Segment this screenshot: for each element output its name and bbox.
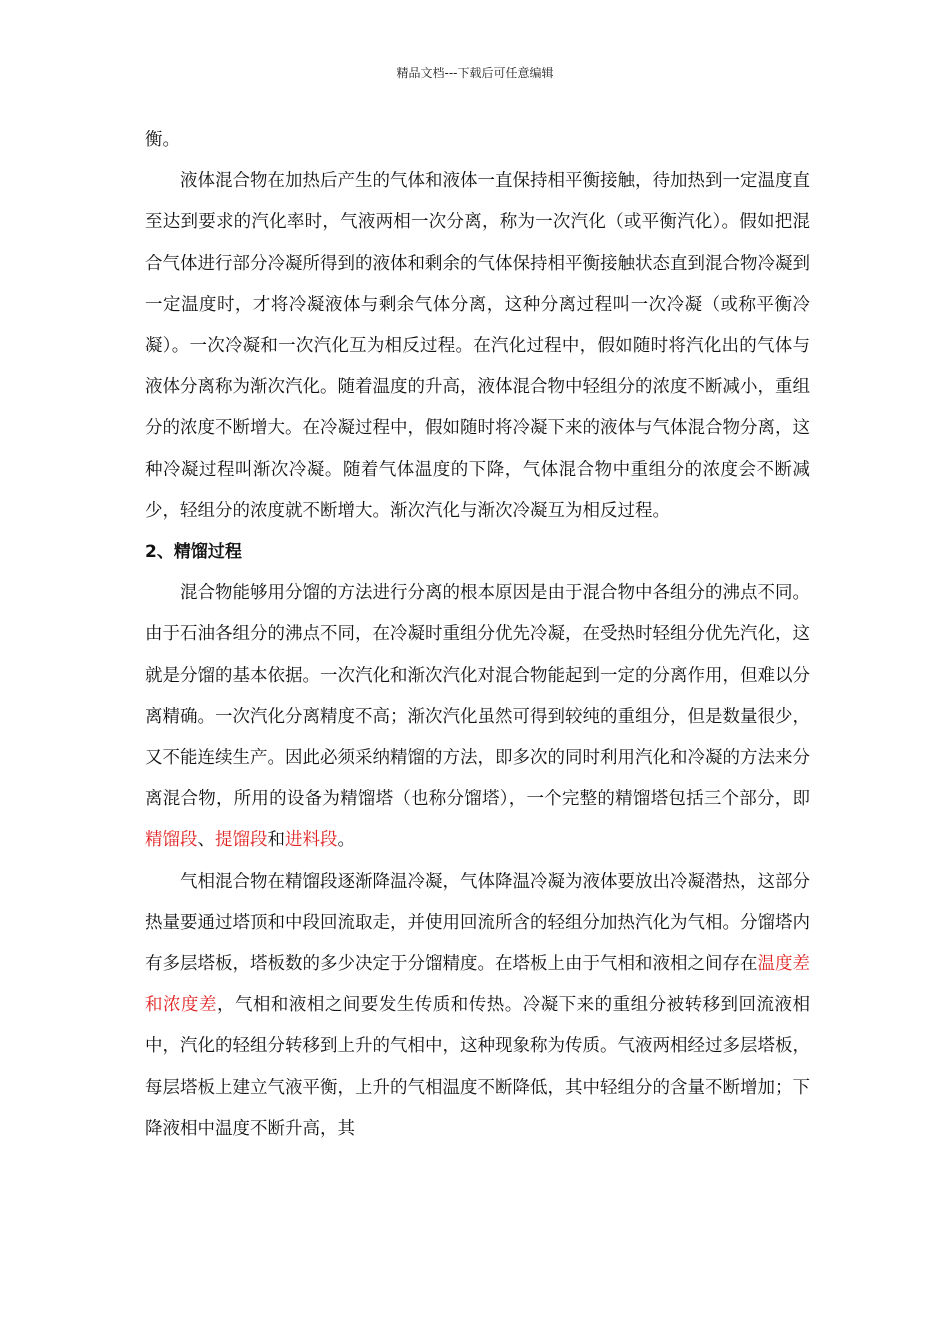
paragraph-vaporization: 液体混合物在加热后产生的气体和液体一直保持相平衡接触，待加热到一定温度直至达到要求的汽化率时，气液两相一次分离，称为一次汽化（或平衡汽化）。假如把混合气体进行部分冷凝所得到的液体和剩余的气体保持相平衡接触状态直到混合物冷凝到一定温度时，才将冷凝液体与剩余气体分离，这种分离过程叫一次冷凝（或称平衡冷凝）。一次冷凝和一次汽化互为相反过程。在汽化过程中，假如随时将汽化出的气体与液体分离称为渐次汽化。随着温度的升高，液体混合物中轻组分的浓度不断减小，重组分的浓度不断增大。在冷凝过程中，假如随时将冷凝下来的液体与气体混合物分离，这种冷凝过程叫渐次冷凝。随着气体温度的下降，气体混合物中重组分的浓度会不断减少，轻组分的浓度就不断增大。渐次汽化与渐次冷凝互为相反过程。 (145, 171, 810, 521)
section-heading-distillation: 2、精馏过程 (145, 542, 242, 563)
text-run: 气相混合物在精馏段逐渐降温冷凝，气体降温冷凝为液体要放出冷凝潜热，这部分热量要通过塔顶和中段回流取走，并使用回流所含的轻组分加热汽化为气相。分馏塔内有多层塔板，塔板数的多少决定于分馏精度。在塔板上由于气相和液相之间存在 (145, 871, 810, 975)
text-run: ，气相和液相之间要发生传质和传热。冷凝下来的重组分被转移到回流液相中，汽化的轻组分转移到上升的气相中，这种现象称为传质。气液两相经过多层塔板，每层塔板上建立气液平衡，上升的气相温度不断降低，其中轻组分的含量不断增加；下降液相中温度不断升高，其 (145, 995, 811, 1139)
text-run: 混合物能够用分馏的方法进行分离的根本原因是由于混合物中各组分的沸点不同。由于石油各组分的沸点不同，在冷凝时重组分优先冷凝，在受热时轻组分优先汽化，这就是分馏的基本依据。一次汽化和渐次汽化对混合物能起到一定的分离作用，但难以分离精确。一次汽化分离精度不高；渐次汽化虽然可得到较纯的重组分，但是数量很少，又不能连续生产。因此必须采纳精馏的方法，即多次的同时利用汽化和冷凝的方法来分离混合物，所用的设备为精馏塔（也称分馏塔），一个完整的精馏塔包括三个部分，即 (145, 583, 810, 810)
paragraph-mass-transfer (145, 862, 810, 1150)
document-body (145, 120, 810, 1150)
paragraph-distillation-principle (145, 573, 810, 861)
page-header: 精品文档---下载后可任意编辑 (396, 66, 554, 80)
text-run: 。 (337, 830, 355, 851)
highlight-rectifying-section: 精馏段 (145, 830, 198, 851)
highlight-stripping-section: 提馏段 (215, 830, 268, 851)
highlight-temperature-concentration-difference: 温度差和浓度差 (145, 954, 810, 1016)
text-run: 和 (267, 830, 285, 851)
text-run: 、 (197, 830, 215, 851)
highlight-feed-section: 进料段 (285, 830, 338, 851)
paragraph-continuation: 衡。 (145, 130, 180, 150)
